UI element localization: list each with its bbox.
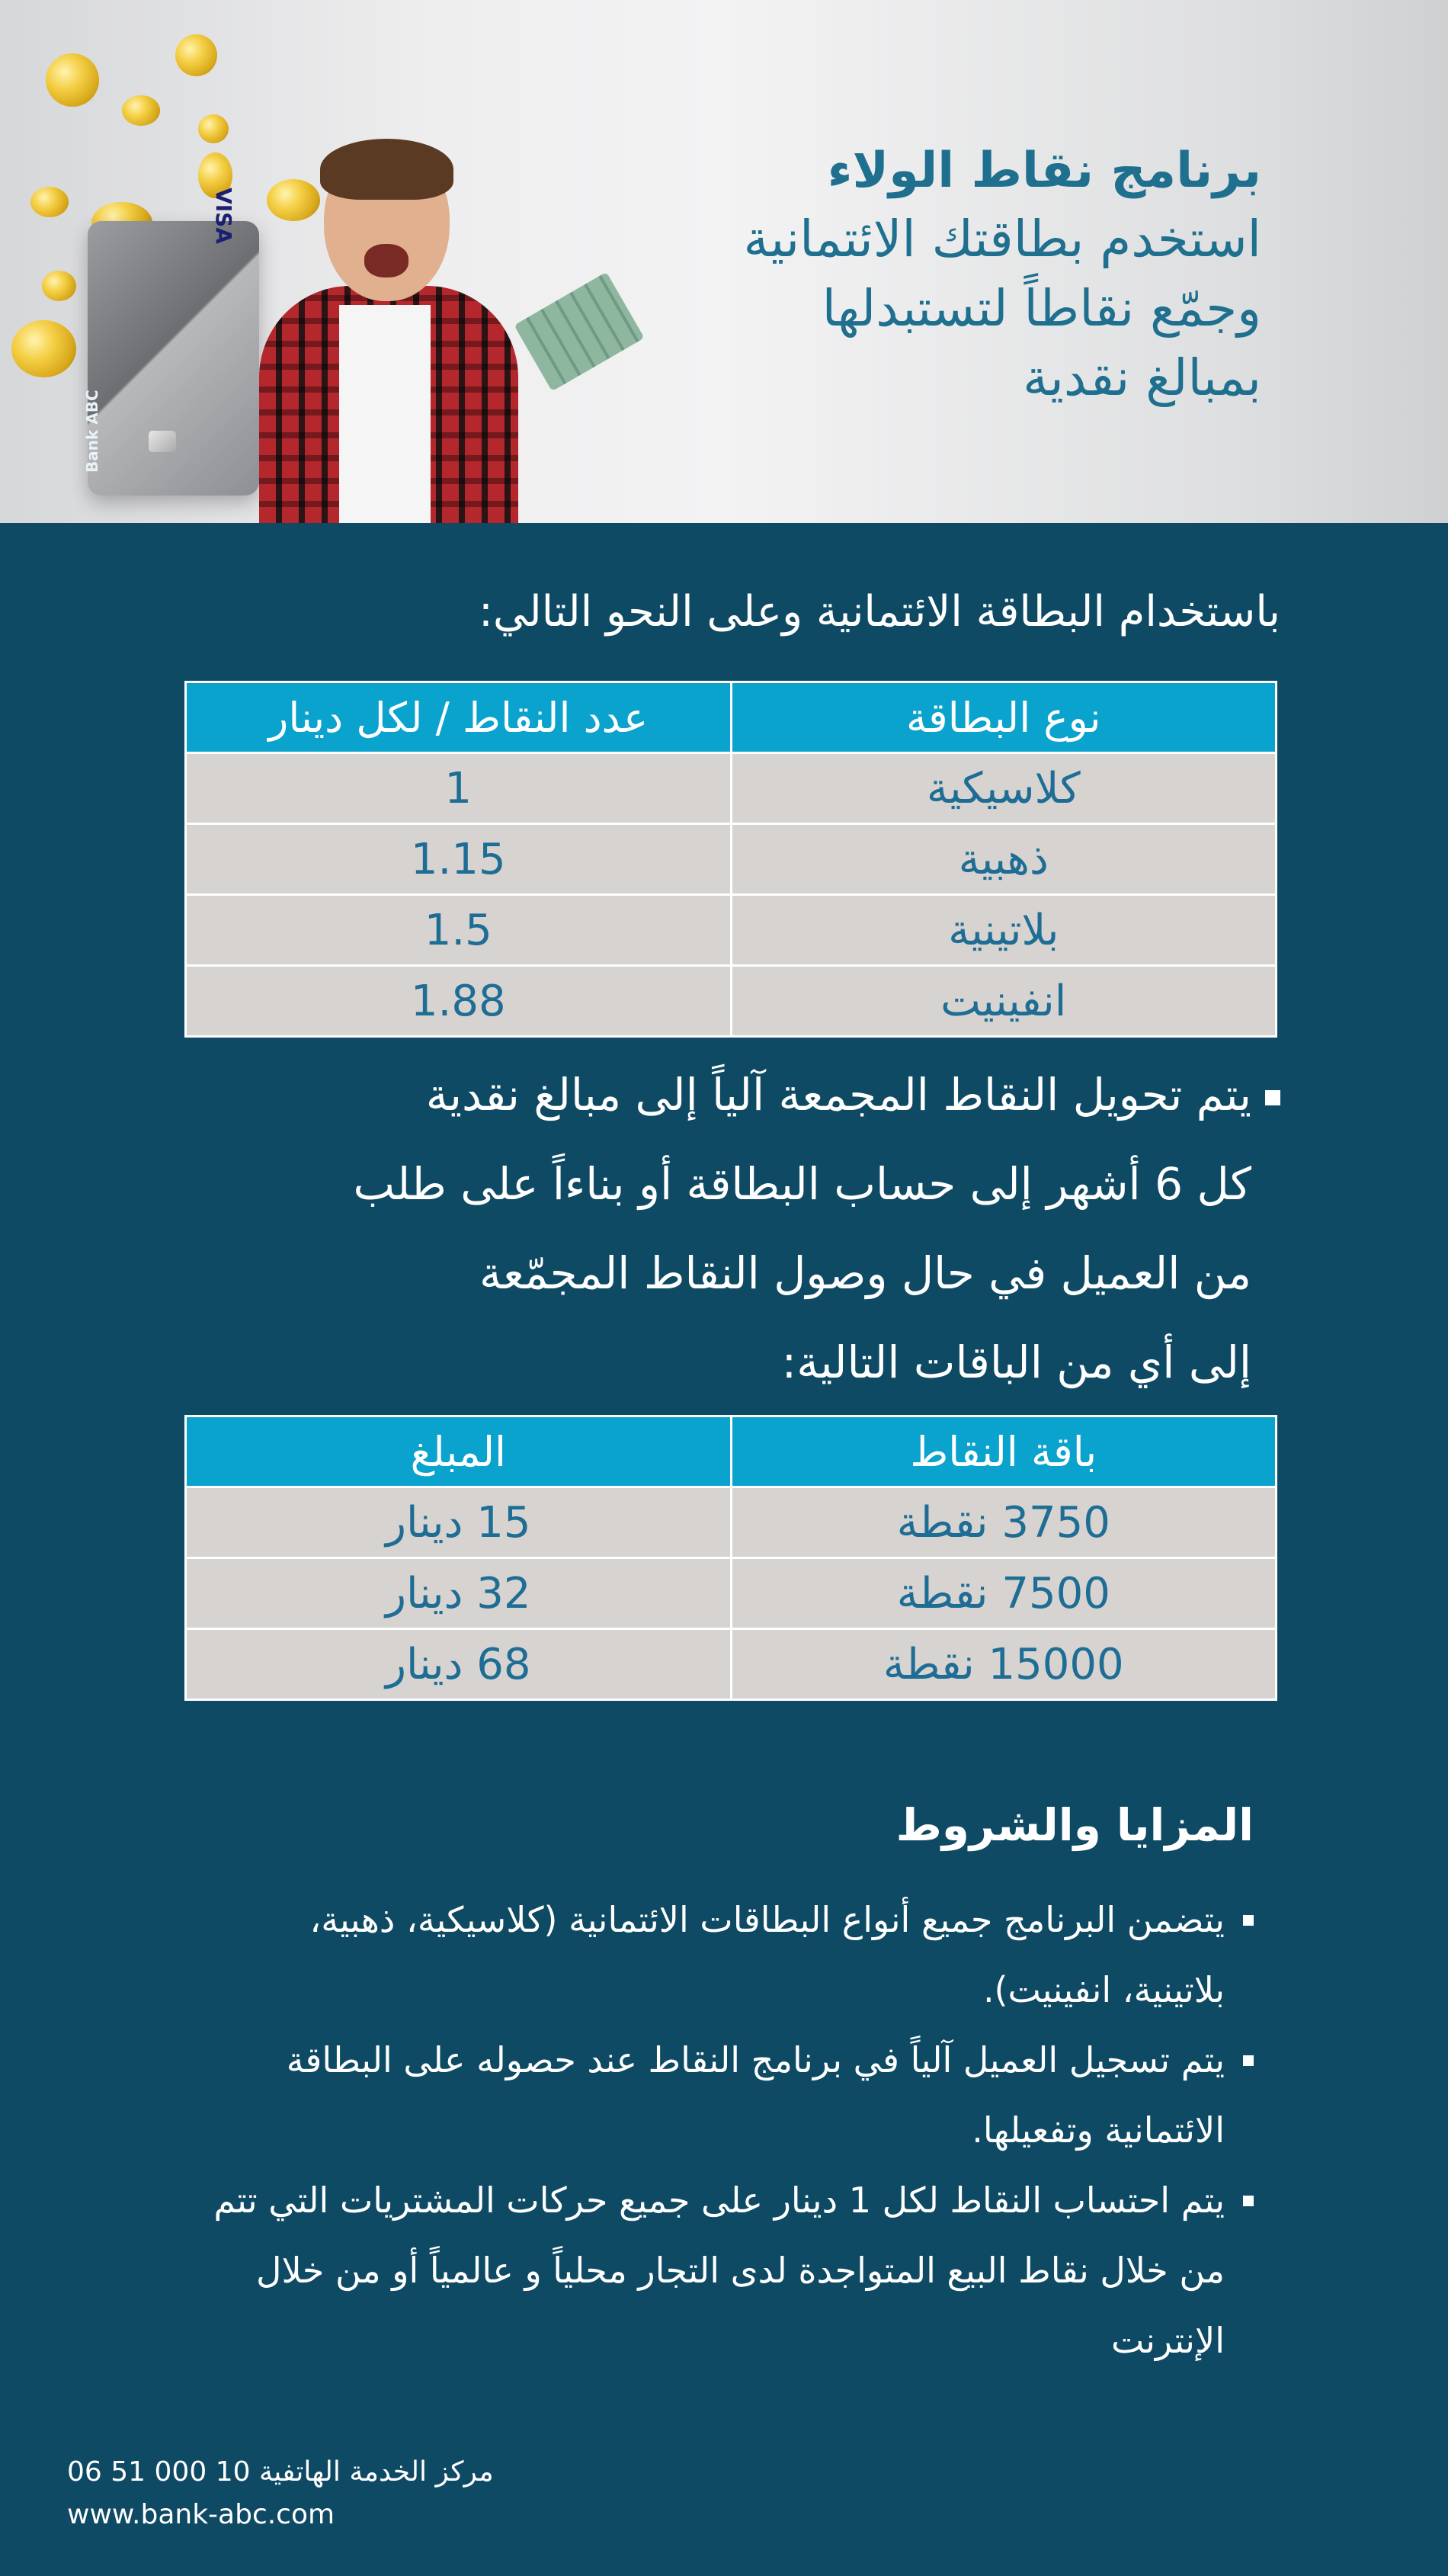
package-cell: 15000 نقطة bbox=[731, 1629, 1277, 1700]
points-cell: 1 bbox=[186, 753, 732, 824]
coin-icon bbox=[42, 271, 76, 301]
points-cell: 1.5 bbox=[186, 895, 732, 966]
visa-logo: VISA bbox=[211, 188, 236, 244]
terms-list bbox=[210, 1885, 1254, 2376]
conversion-line: كل 6 أشهر إلى حساب البطاقة أو بناءاً على طلب bbox=[353, 1158, 1251, 1210]
package-cell: 7500 نقطة bbox=[731, 1558, 1277, 1629]
card-type-cell: ذهبية bbox=[731, 824, 1277, 895]
coin-icon bbox=[175, 34, 217, 76]
conversion-text bbox=[152, 1051, 1280, 1407]
table-row bbox=[186, 753, 1277, 824]
card-type-cell: بلاتينية bbox=[731, 895, 1277, 966]
coin-icon bbox=[46, 53, 99, 107]
call-center-phone: مركز الخدمة الهاتفية 10 000 51 06 bbox=[67, 2456, 494, 2488]
program-title: برنامج نقاط الولاء bbox=[827, 143, 1261, 199]
coin-icon bbox=[11, 320, 76, 377]
hero-line: استخدم بطاقتك الائتمانية bbox=[743, 210, 1261, 269]
coin-icon bbox=[198, 114, 229, 143]
coin-icon bbox=[30, 187, 69, 217]
card-type-cell: كلاسيكية bbox=[731, 753, 1277, 824]
points-cell: 1.88 bbox=[186, 966, 732, 1037]
card-type-cell: انفينيت bbox=[731, 966, 1277, 1037]
intro-text: باستخدام البطاقة الائتمانية وعلى النحو التالي: bbox=[479, 587, 1280, 637]
header-points-package: باقة النقاط bbox=[731, 1416, 1277, 1487]
points-cell: 1.15 bbox=[186, 824, 732, 895]
points-table bbox=[184, 681, 1277, 1038]
amount-cell: 15 دينار bbox=[186, 1487, 732, 1558]
hero-line: بمبالغ نقدية bbox=[1023, 348, 1261, 408]
table-header-row bbox=[186, 1416, 1277, 1487]
table-row bbox=[186, 824, 1277, 895]
list-item: يتضمن البرنامج جميع أنواع البطاقات الائتمانية (كلاسيكية، ذهبية، بلاتينية، انفينيت). bbox=[210, 1885, 1254, 2025]
list-item: يتم تسجيل العميل آلياً في برنامج النقاط عند حصوله على البطاقة الائتمانية وتفعيلها. bbox=[210, 2025, 1254, 2165]
table-row bbox=[186, 966, 1277, 1037]
table-row bbox=[186, 1558, 1277, 1629]
coin-icon bbox=[122, 95, 160, 126]
amount-cell: 68 دينار bbox=[186, 1629, 732, 1700]
header-card-type: نوع البطاقة bbox=[731, 682, 1277, 753]
package-cell: 3750 نقطة bbox=[731, 1487, 1277, 1558]
website-link[interactable]: www.bank-abc.com bbox=[67, 2499, 335, 2530]
hero-headline bbox=[575, 137, 1261, 413]
terms-title: المزايا والشروط bbox=[895, 1799, 1254, 1851]
amount-cell: 32 دينار bbox=[186, 1558, 732, 1629]
table-row bbox=[186, 1487, 1277, 1558]
header-amount: المبلغ bbox=[186, 1416, 732, 1487]
packages-table bbox=[184, 1415, 1277, 1701]
conversion-line: يتم تحويل النقاط المجمعة آلياً إلى مبالغ نقدية bbox=[152, 1051, 1280, 1140]
footer bbox=[67, 2451, 494, 2536]
conversion-line: إلى أي من الباقات التالية: bbox=[781, 1336, 1251, 1388]
table-header-row bbox=[186, 682, 1277, 753]
header-points-per-dinar: عدد النقاط / لكل دينار bbox=[186, 682, 732, 753]
table-row bbox=[186, 895, 1277, 966]
table-row bbox=[186, 1629, 1277, 1700]
hero-line: وجمّع نقاطاً لتستبدلها bbox=[822, 279, 1261, 338]
hero-banner bbox=[0, 0, 1448, 523]
chip-icon bbox=[149, 431, 176, 452]
credit-card-image bbox=[83, 188, 259, 496]
list-item: يتم احتساب النقاط لكل 1 دينار على جميع حركات المشتريات التي تتم من خلال نقاط البيع المتواجدة لدى التجار محلياً و عالمياً أو من خلال الإنترنت bbox=[210, 2165, 1254, 2376]
bullet-icon bbox=[1265, 1090, 1280, 1105]
bank-logo: Bank ABC bbox=[83, 390, 101, 473]
conversion-line: من العميل في حال وصول النقاط المجمّعة bbox=[479, 1247, 1251, 1299]
